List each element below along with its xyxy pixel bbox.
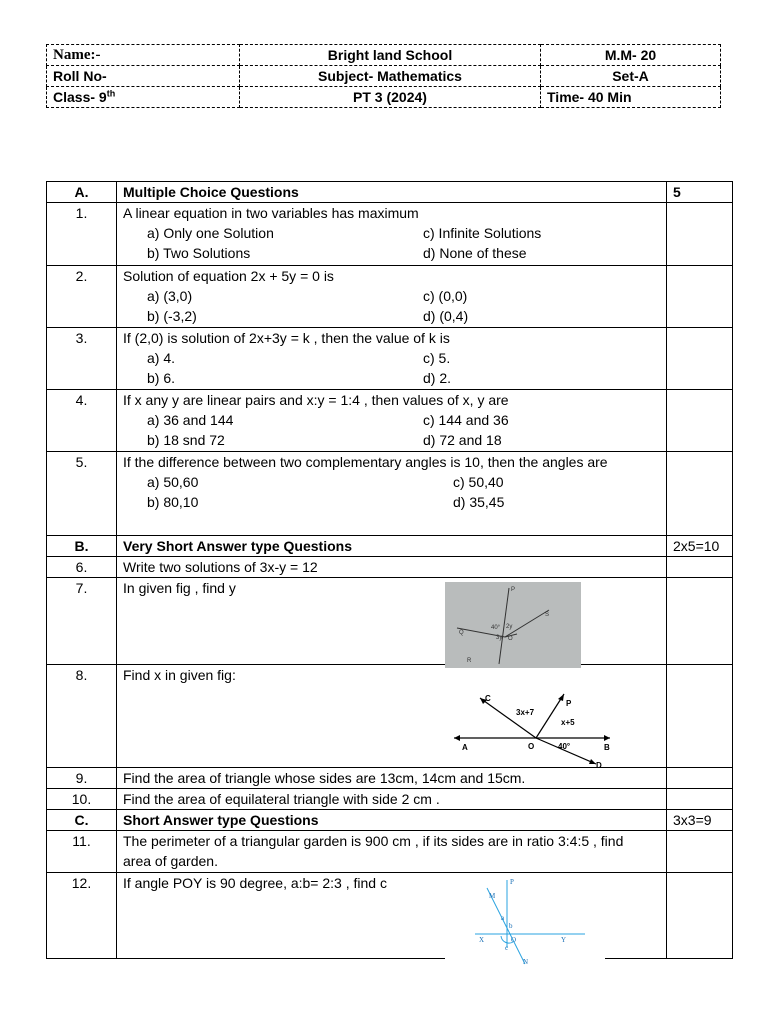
svg-text:P: P [566,699,572,708]
table-row: 6. Write two solutions of 3x-y = 12 [47,557,733,578]
svg-text:a: a [501,914,505,922]
section-c-marks: 3x3=9 [667,810,733,831]
question-text: Solution of equation 2x + 5y = 0 is [123,268,334,284]
table-row: 5. If the difference between two complementary angles is 10, then the angles are a) 50,60 c) 50,40 b) 80,10 d) 35,45 [47,452,733,536]
table-row: 10. Find the area of equilateral triangle with side 2 cm . [47,789,733,810]
table-row: 12. If angle POY is 90 degree, a:b= 2:3 , find c [47,873,733,959]
svg-text:S: S [545,612,550,618]
svg-text:3x+7: 3x+7 [516,708,535,717]
table-row: 8. Find x in given fig: [47,665,733,768]
table-row: 4. If x any y are linear pairs and x:y = 1:4 , then values of x, y are a) 36 and 144 c) 144 and 36 b) 18 snd 72 d) 72 and 18 [47,390,733,452]
svg-text:b: b [509,922,513,930]
question-text: The perimeter of a triangular garden is 900 cm , if its sides are in ratio 3:4:5 , find area of garden. [117,831,667,873]
subject: Subject- Mathematics [240,66,541,87]
figure-q12 [445,876,605,966]
svg-text:O: O [511,936,517,944]
name-label: Name:- [47,45,240,66]
svg-text:R: R [467,658,472,664]
svg-text:D: D [596,761,602,770]
question-text: Write two solutions of 3x-y = 12 [117,557,667,578]
section-a-marks: 5 [667,182,733,203]
svg-text:40°: 40° [491,625,501,631]
question-text: A linear equation in two variables has maximum [123,205,419,221]
section-b-title: Very Short Answer type Questions [117,536,667,557]
svg-text:40°: 40° [558,742,571,751]
question-text: Find the area of equilateral triangle with side 2 cm . [117,789,667,810]
school-name: Bright land School [240,45,541,66]
table-row: 3. If (2,0) is solution of 2x+3y = k , then the value of k is a) 4. c) 5. b) 6. d) 2. [47,328,733,390]
svg-text:M: M [489,892,496,900]
class-label: Class- 9th [47,87,240,108]
svg-text:x+5: x+5 [561,718,575,727]
roll-label: Roll No- [47,66,240,87]
svg-text:B: B [604,743,610,752]
table-row: 2. Solution of equation 2x + 5y = 0 is a) (3,0) c) (0,0) b) (-3,2) d) (0,4) [47,266,733,328]
svg-text:O: O [508,636,513,642]
question-text: If the difference between two complementary angles is 10, then the angles are [123,454,608,470]
svg-text:P: P [511,587,516,593]
table-row: 1. A linear equation in two variables has maximum a) Only one Solution c) Infinite Solutions b) Two Solutions d) None of these [47,203,733,266]
svg-text:O: O [528,742,535,751]
question-text: If x any y are linear pairs and x:y = 1:4 , then values of x, y are [123,392,509,408]
svg-text:Y: Y [561,936,567,944]
svg-text:X: X [479,936,485,944]
figure-q7 [445,582,581,668]
question-text: In given fig , find y [117,578,667,665]
section-b-label: B. [47,536,117,557]
table-row: 9. Find the area of triangle whose sides are 13cm, 14cm and 15cm. [47,768,733,789]
question-table [46,181,733,959]
svg-text:c: c [505,944,509,952]
svg-text:2y: 2y [506,624,513,630]
section-a-title: Multiple Choice Questions [117,182,667,203]
question-text: If (2,0) is solution of 2x+3y = k , then the value of k is [123,330,450,346]
section-c-label: C. [47,810,117,831]
header-table [46,44,721,108]
time-label: Time- 40 Min [541,87,721,108]
section-b-marks: 2x5=10 [667,536,733,557]
svg-text:P: P [510,878,514,886]
svg-text:C: C [485,694,491,703]
svg-text:3y: 3y [496,635,503,641]
set-label: Set-A [541,66,721,87]
table-row: 7. In given fig , find y [47,578,733,665]
test-name: PT 3 (2024) [240,87,541,108]
svg-text:Q: Q [459,630,464,636]
question-text: If angle POY is 90 degree, a:b= 2:3 , find c [117,873,667,959]
table-row: 11. The perimeter of a triangular garden is 900 cm , if its sides are in ratio 3:4:5 , find area of garden. [47,831,733,873]
section-c-title: Short Answer type Questions [117,810,667,831]
svg-text:A: A [462,743,468,752]
figure-q8 [448,688,616,770]
svg-text:N: N [523,958,529,966]
question-text: Find x in given fig: [117,665,667,768]
max-marks: M.M- 20 [541,45,721,66]
question-text: Find the area of triangle whose sides are 13cm, 14cm and 15cm. [117,768,667,789]
section-a-label: A. [47,182,117,203]
